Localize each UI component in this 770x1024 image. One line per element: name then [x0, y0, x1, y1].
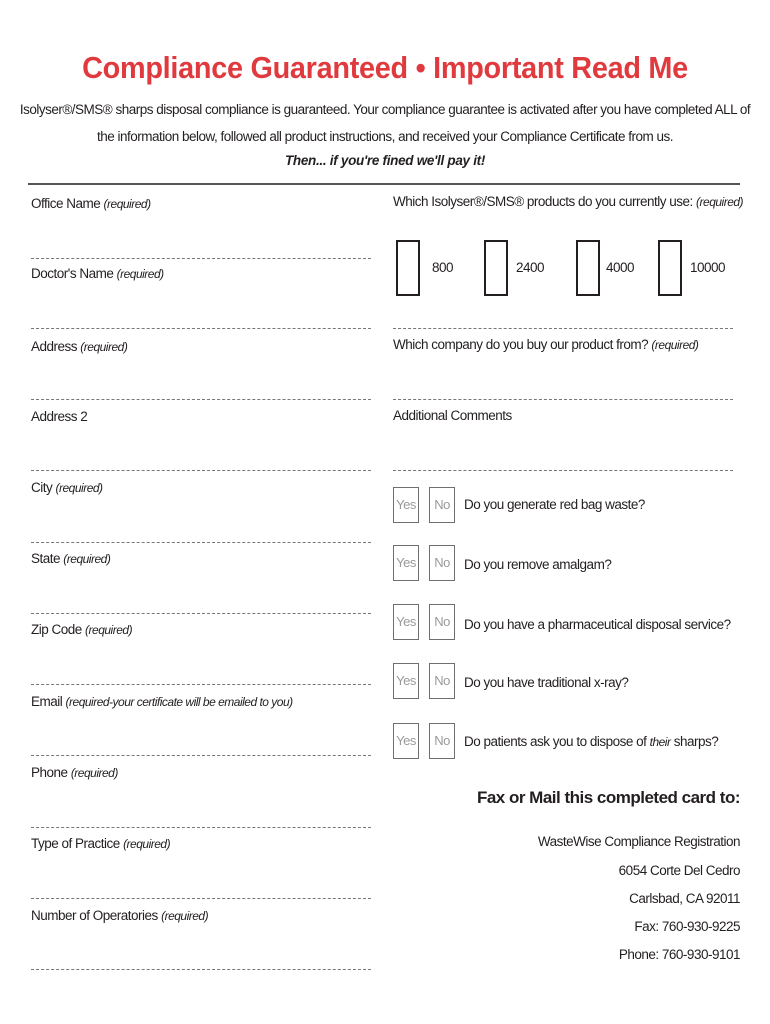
- email-label: Email (required-your certificate will be emailed to you): [31, 694, 293, 709]
- office-name-label: Office Name (required): [31, 196, 151, 211]
- fax-number: Fax: 760-930-9225: [634, 919, 740, 934]
- city-field[interactable]: [31, 542, 371, 543]
- comments-field[interactable]: [393, 470, 733, 471]
- q3-no-checkbox[interactable]: No: [429, 604, 455, 640]
- q4-yes-checkbox[interactable]: Yes: [393, 663, 419, 699]
- header-divider: [28, 183, 740, 185]
- product-2400-label: 2400: [516, 260, 545, 275]
- city-label: City (required): [31, 480, 103, 495]
- product-2400-checkbox[interactable]: [484, 240, 508, 296]
- state-field[interactable]: [31, 613, 371, 614]
- question-dispose-sharps: Do patients ask you to dispose of their sharps?: [464, 734, 719, 749]
- q1-yes-checkbox[interactable]: Yes: [393, 487, 419, 523]
- question-pharmaceutical-disposal: Do you have a pharmaceutical disposal service?: [464, 617, 731, 632]
- address-2-field[interactable]: [31, 470, 371, 471]
- intro-line-2: the information below, followed all product instructions, and received your Compliance Certificate from us.: [96, 129, 674, 144]
- question-amalgam: Do you remove amalgam?: [464, 557, 612, 572]
- address-field[interactable]: [31, 399, 371, 400]
- state-label: State (required): [31, 551, 111, 566]
- company-field[interactable]: [393, 399, 733, 400]
- phone-label: Phone (required): [31, 765, 118, 780]
- mail-city-state: Carlsbad, CA 92011: [629, 891, 740, 906]
- fax-heading: Fax or Mail this completed card to:: [476, 788, 740, 807]
- email-field[interactable]: [31, 755, 371, 756]
- address-2-label: Address 2: [31, 409, 88, 424]
- product-800-label: 800: [432, 260, 454, 275]
- products-field-line: [393, 328, 733, 329]
- phone-number: Phone: 760-930-9101: [618, 947, 740, 962]
- company-label: Which company do you buy our product from? (required): [393, 337, 699, 352]
- products-label: Which Isolyser®/SMS® products do you currently use: (required): [393, 194, 744, 209]
- intro-line-1: Isolyser®/SMS® sharps disposal compliance is guaranteed. Your compliance guarantee is activated after you have completed ALL of: [19, 102, 751, 117]
- q4-no-checkbox[interactable]: No: [429, 663, 455, 699]
- phone-field[interactable]: [31, 827, 371, 828]
- mail-street: 6054 Corte Del Cedro: [618, 863, 740, 878]
- office-name-field[interactable]: [31, 258, 371, 259]
- type-of-practice-label: Type of Practice (required): [31, 836, 171, 851]
- number-of-operatories-label: Number of Operatories (required): [31, 908, 209, 923]
- q2-no-checkbox[interactable]: No: [429, 545, 455, 581]
- mail-recipient: WasteWise Compliance Registration: [537, 834, 740, 849]
- zip-code-label: Zip Code (required): [31, 622, 133, 637]
- q2-yes-checkbox[interactable]: Yes: [393, 545, 419, 581]
- doctors-name-label: Doctor's Name (required): [31, 266, 164, 281]
- product-4000-label: 4000: [606, 260, 635, 275]
- product-4000-checkbox[interactable]: [576, 240, 600, 296]
- question-red-bag-waste: Do you generate red bag waste?: [464, 497, 645, 512]
- type-of-practice-field[interactable]: [31, 898, 371, 899]
- form-title: Compliance Guaranteed • Important Read Me: [82, 50, 688, 85]
- comments-label: Additional Comments: [393, 408, 512, 423]
- q1-no-checkbox[interactable]: No: [429, 487, 455, 523]
- q5-no-checkbox[interactable]: No: [429, 723, 455, 759]
- number-of-operatories-field[interactable]: [31, 969, 371, 970]
- address-label: Address (required): [31, 339, 128, 354]
- q5-yes-checkbox[interactable]: Yes: [393, 723, 419, 759]
- question-traditional-xray: Do you have traditional x-ray?: [464, 675, 629, 690]
- zip-code-field[interactable]: [31, 684, 371, 685]
- tagline: Then... if you're fined we'll pay it!: [284, 153, 486, 168]
- q3-yes-checkbox[interactable]: Yes: [393, 604, 419, 640]
- intro-text: [18, 96, 752, 150]
- product-10000-checkbox[interactable]: [658, 240, 682, 296]
- product-10000-label: 10000: [690, 260, 726, 275]
- product-800-checkbox[interactable]: [396, 240, 420, 296]
- doctors-name-field[interactable]: [31, 328, 371, 329]
